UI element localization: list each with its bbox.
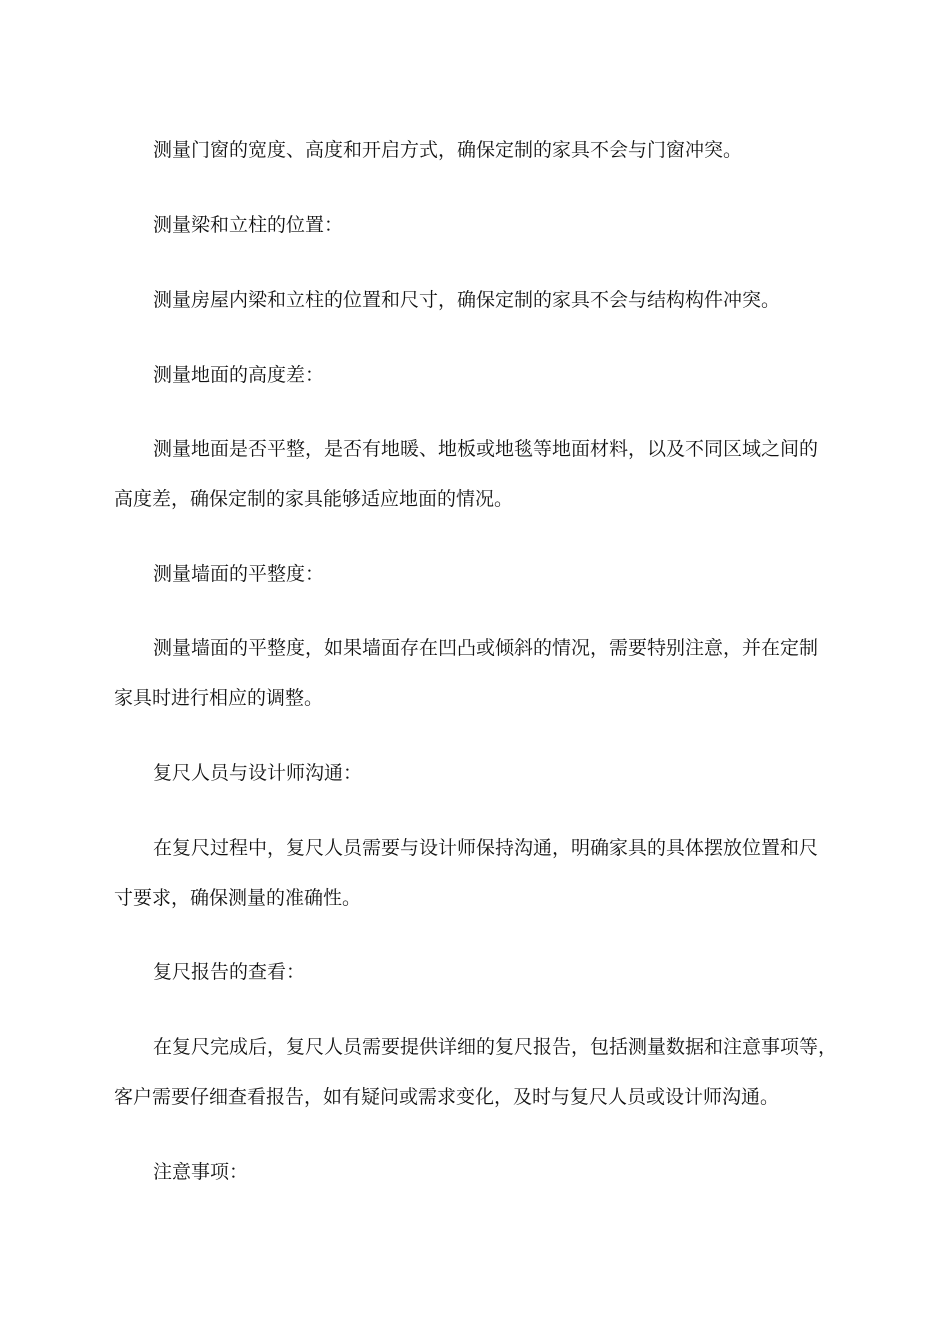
paragraph-floor-line-1: 测量地面是否平整，是否有地暖、地板或地毯等地面材料，以及不同区域之间的 xyxy=(153,438,819,460)
heading-notes: 注意事项： xyxy=(153,1161,249,1183)
heading-floor-height: 测量地面的高度差： xyxy=(153,364,325,386)
paragraph-communication-line-2: 寸要求，确保测量的准确性。 xyxy=(114,887,362,909)
paragraph-beam-column-line-1: 测量房屋内梁和立柱的位置和尺寸，确保定制的家具不会与结构构件冲突。 xyxy=(153,289,781,311)
paragraph-wall-line-2: 家具时进行相应的调整。 xyxy=(114,687,324,709)
paragraph-door-window-line-1: 测量门窗的宽度、高度和开启方式，确保定制的家具不会与门窗冲突。 xyxy=(153,139,743,161)
paragraph-floor-line-2: 高度差，确保定制的家具能够适应地面的情况。 xyxy=(114,488,514,510)
heading-beam-column: 测量梁和立柱的位置： xyxy=(153,214,344,236)
paragraph-wall-line-1: 测量墙面的平整度，如果墙面存在凹凸或倾斜的情况，需要特别注意，并在定制 xyxy=(153,637,819,659)
paragraph-report-line-1: 在复尺完成后，复尺人员需要提供详细的复尺报告，包括测量数据和注意事项等， xyxy=(153,1036,838,1058)
heading-communication: 复尺人员与设计师沟通： xyxy=(153,762,363,784)
paragraph-report-line-2: 客户需要仔细查看报告，如有疑问或需求变化，及时与复尺人员或设计师沟通。 xyxy=(114,1086,780,1108)
heading-wall-flatness: 测量墙面的平整度： xyxy=(153,563,325,585)
heading-report-review: 复尺报告的查看： xyxy=(153,961,306,983)
paragraph-communication-line-1: 在复尺过程中，复尺人员需要与设计师保持沟通，明确家具的具体摆放位置和尺 xyxy=(153,837,819,859)
